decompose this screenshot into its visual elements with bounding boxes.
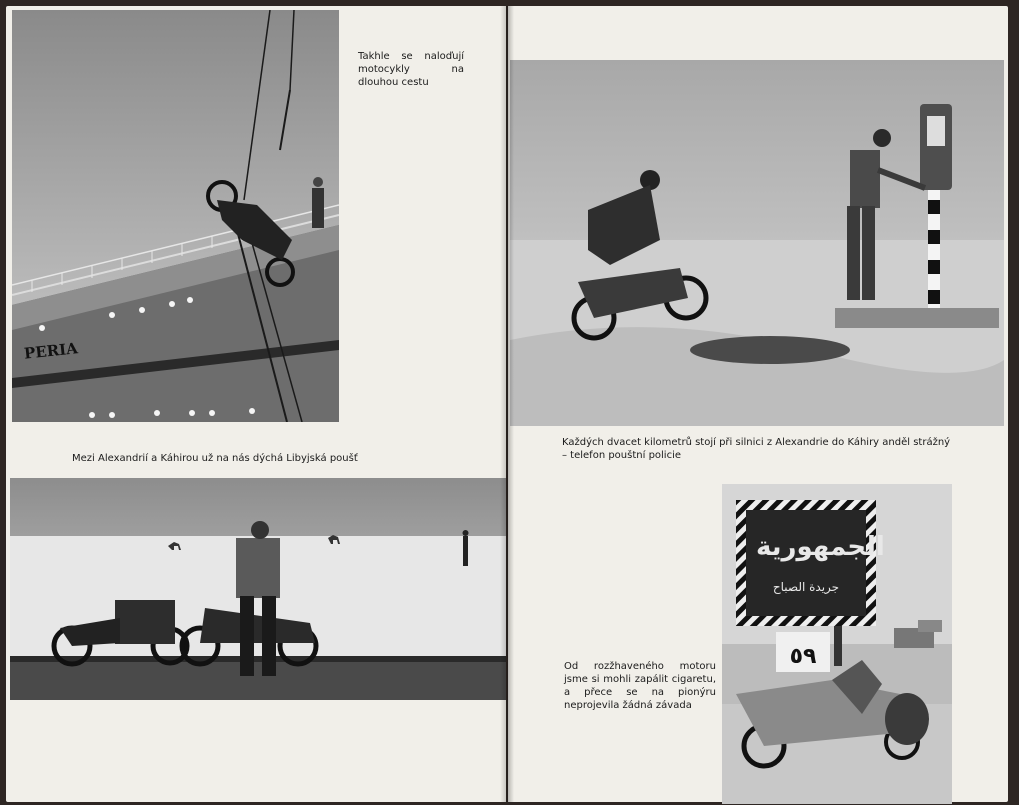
- ship-loading-photo: [12, 10, 339, 422]
- right-page: [508, 6, 1008, 802]
- desert-phone-photo: [510, 60, 1004, 426]
- ship-caption: Takhle se naloďují motocykly na dlouhou cestu: [358, 51, 464, 88]
- desert-motorcycles-photo: [10, 478, 506, 700]
- sign-photo: [722, 484, 952, 804]
- post-number: ٥٩: [789, 644, 817, 669]
- ship-name-text: PERIA: [23, 339, 79, 363]
- desert-caption: Mezi Alexandrií a Káhirou už na nás dýchá Libyjská poušť: [72, 453, 358, 464]
- sign-text-small: جريدة الصباح: [772, 580, 840, 594]
- sign-caption: Od rozžhaveného motoru jsme si mohli zapálit cigaretu, a přece se na pionýru neprojevila žádná závada: [564, 661, 716, 711]
- sign-text-large: الجمهورية: [756, 532, 885, 562]
- left-page: [6, 6, 506, 802]
- phone-caption: Každých dvacet kilometrů stojí při silnici z Alexandrie do Káhiry anděl strážný – telefon pouštní policie: [562, 437, 951, 461]
